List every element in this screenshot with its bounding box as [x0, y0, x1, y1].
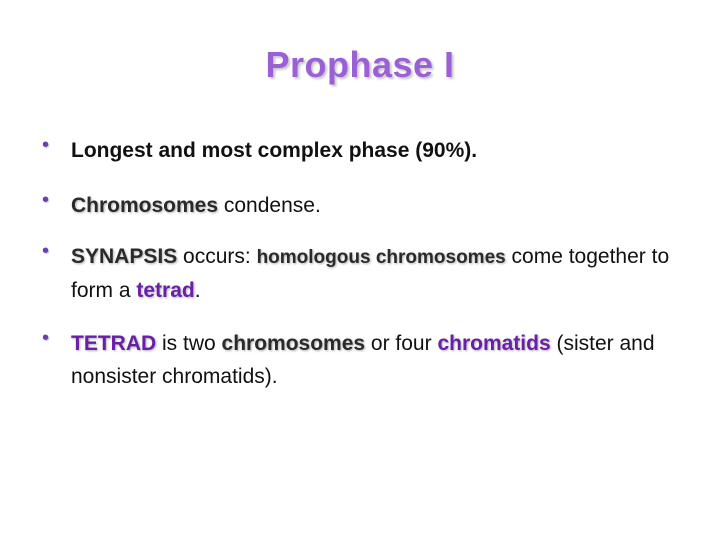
slide-title: Prophase I: [265, 44, 455, 85]
bullet-text: [71, 134, 691, 167]
bullet-text-rest: condense.: [218, 194, 321, 217]
term-homologous-chromosomes: homologous chromosomes: [256, 247, 506, 268]
term-tetrad-upper: TETRAD: [71, 332, 157, 355]
bullet-text: [71, 327, 691, 393]
term-chromosomes: chromosomes: [221, 332, 366, 355]
bullet-dot: •: [42, 327, 50, 349]
term-synapsis: SYNAPSIS: [71, 245, 178, 268]
bullet-text: [71, 240, 691, 307]
bullet-text-content: Longest and most complex phase (90%).: [71, 139, 478, 162]
bullet-text-end: .: [194, 279, 201, 302]
bullet-text-end: (sister and nonsister chromatids).: [71, 332, 655, 388]
bullet-dot: •: [42, 240, 50, 262]
bullet-text-mid1: occurs:: [177, 245, 257, 268]
term-chromosomes: Chromosomes: [71, 194, 219, 217]
term-chromatids: chromatids: [437, 332, 551, 355]
bullet-text-mid1: is two: [156, 332, 222, 355]
bullet-text: [71, 189, 691, 222]
bullet-dot: •: [42, 189, 50, 211]
bullet-dot: •: [42, 134, 50, 156]
bullet-text-mid2: come together to form a: [71, 245, 670, 302]
bullet-text-mid2: or four: [365, 332, 438, 355]
term-tetrad: tetrad: [136, 279, 195, 302]
